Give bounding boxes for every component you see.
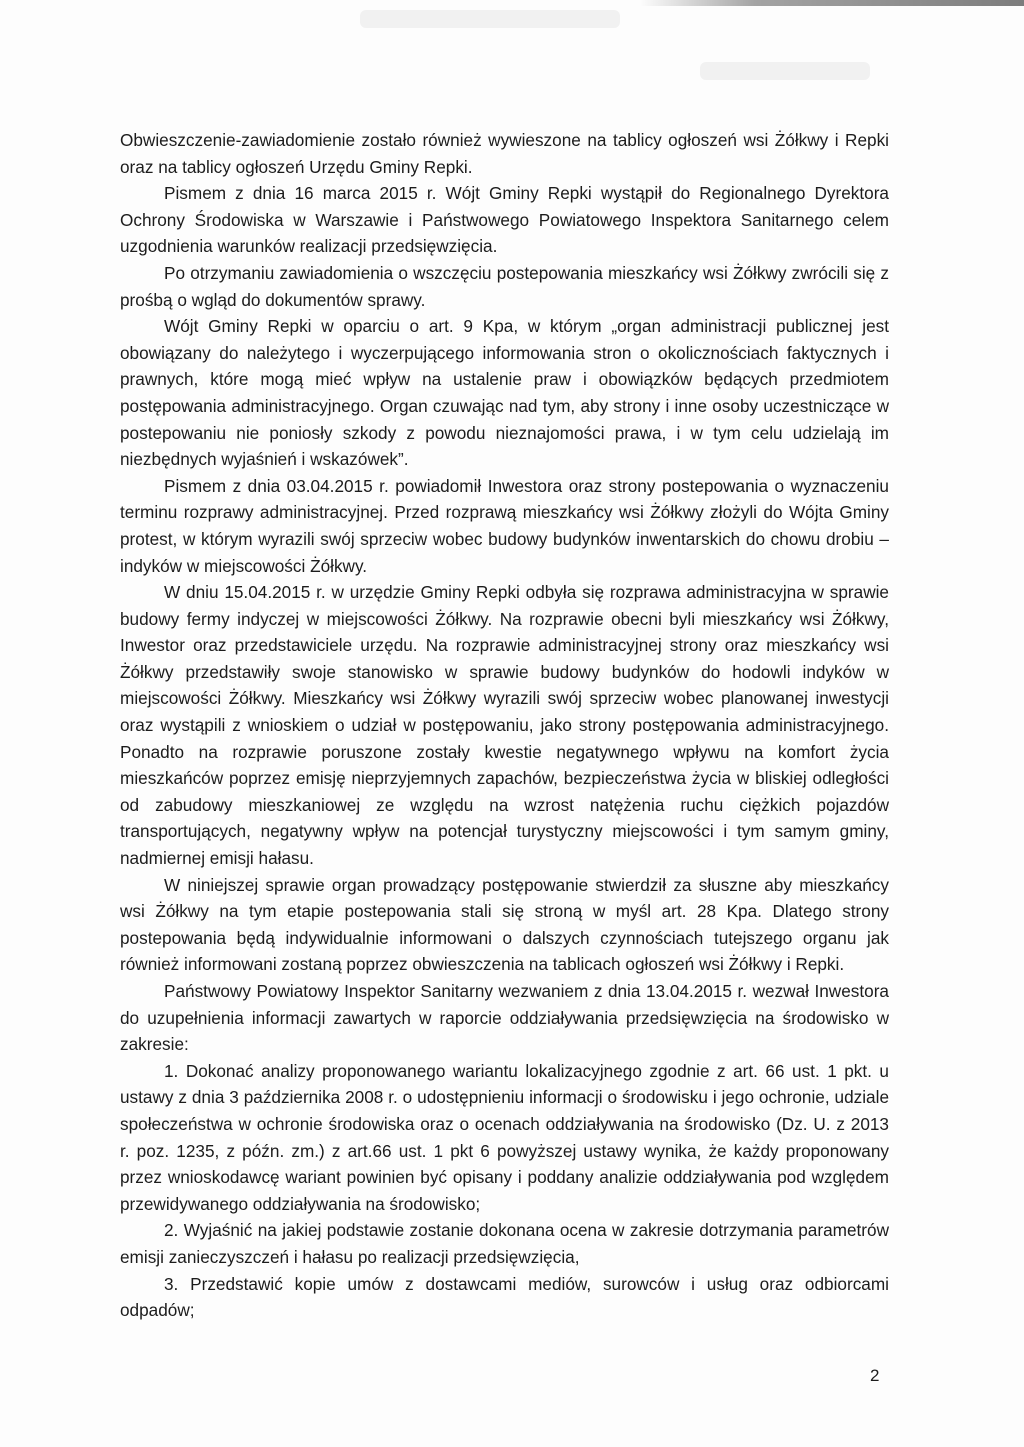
paragraph: Państwowy Powiatowy Inspektor Sanitarny wezwaniem z dnia 13.04.2015 r. wezwał Inwestora do uzupełnienia informacji zawartych w raporcie oddziaływania przedsięwzięcia na środowisko w zakresie: — [120, 981, 889, 1055]
list-item: 1. Dokonać analizy proponowanego wariantu lokalizacyjnego zgodnie z art. 66 ust. 1 pkt. u ustawy z dnia 3 października 2008 r. o udostępnieniu informacji o środowisku i jego ochronie, udziale społeczeństwa w ochronie środowiska oraz o ocenach oddziaływania na środowisko (Dz. U. z 2013 r. poz. 1235, z późn. zm.) z art.66 ust. 1 pkt 6 powyższej ustawy wynika, że każdy proponowany przez wnioskodawcę wariant powinien być opisany i poddany analizie oddziaływania pod względem przewidywanego oddziaływania na środowisko; — [120, 1060, 889, 1214]
paragraph: Pismem z dnia 16 marca 2015 r. Wójt Gminy Repki wystąpił do Regionalnego Dyrektora Ochrony Środowiska w Warszawie i Państwowego Powiatowego Inspektora Sanitarnego celem uzgodnienia warunków realizacji przedsięwzięcia. — [120, 183, 889, 257]
paragraph: Wójt Gminy Repki w oparciu o art. 9 Kpa, w którym „organ administracji publicznej jest obowiązany do należytego i wyczerpującego informowania stron o okolicznościach faktycznych i prawnych, które mogą mieć wpływ na ustalenie praw i obowiązków będących przedmiotem postępowania administracyjnego. Organ czuwając nad tym, aby strony i inne osoby uczestniczące w postepowaniu nie poniosły szkody z powodu nieznajomości prawa, i w tym celu udzielają im niezbędnych wyjaśnień i wskazówek”. — [120, 316, 889, 470]
bleed-through-mark — [360, 10, 620, 28]
bleed-through-mark — [700, 62, 870, 80]
paragraph: Po otrzymaniu zawiadomienia o wszczęciu postepowania mieszkańcy wsi Żółkwy zwrócili się z prośbą o wgląd do dokumentów sprawy. — [120, 262, 889, 310]
paragraph: Obwieszczenie-zawiadomienie zostało również wywieszone na tablicy ogłoszeń wsi Żółkwy i Repki oraz na tablicy ogłoszeń Urzędu Gminy Repki. — [120, 130, 889, 177]
page-number: 2 — [870, 1366, 880, 1385]
document-body — [120, 127, 889, 1324]
scan-edge-shadow — [640, 0, 1024, 6]
list-item: 3. Przedstawić kopie umów z dostawcami mediów, surowców i usług oraz odbiorcami odpadów; — [120, 1273, 889, 1321]
paragraph: Pismem z dnia 03.04.2015 r. powiadomił Inwestora oraz strony postepowania o wyznaczeniu terminu rozprawy administracyjnej. Przed rozprawą mieszkańcy wsi Żółkwy złożyli do Wójta Gminy protest, w którym wyrazili swój sprzeciw wobec budowy budynków inwentarskich do chowu drobiu – indyków w miejscowości Żółkwy. — [120, 475, 889, 576]
paragraph: W dniu 15.04.2015 r. w urzędzie Gminy Repki odbyła się rozprawa administracyjna w sprawie budowy fermy indyczej w miejscowości Żółkwy. Na rozprawie obecni byli mieszkańcy wsi Żółkwy, Inwestor oraz przedstawiciele urzędu. Na rozprawie administracyjnej strony oraz mieszkańcy wsi Żółkwy przedstawiły swoje stanowisko w sprawie budowy budynków do hodowli indyków w miejscowości Żółkwy. Mieszkańcy wsi Żółkwy wyrazili swój sprzeciw wobec planowanej inwestycji oraz wystąpili z wnioskiem o udział w postępowaniu, jako strony postępowania administracyjnego. Ponadto na rozprawie poruszone zostały kwestie negatywnego wpływu na komfort życia mieszkańców poprzez emisję nieprzyjemnych zapachów, bezpieczeństwa życia w bliskiej odległości od zabudowy mieszkaniowej ze względu na wzrost natężenia ruchu ciężkich pojazdów transportujących, negatywny wpływ na potencjał turystyczny miejscowości i tym samym gminy, nadmiernej emisji hałasu. — [120, 582, 889, 869]
list-item: 2. Wyjaśnić na jakiej podstawie zostanie dokonana ocena w zakresie dotrzymania parametrów emisji zanieczyszczeń i hałasu po realizacji przedsięwzięcia, — [120, 1220, 889, 1267]
paragraph: W niniejszej sprawie organ prowadzący postępowanie stwierdził za słuszne aby mieszkańcy wsi Żółkwy na tym etapie postepowania stali się stroną w myśl art. 28 Kpa. Dlatego strony postepowania będą indywidualnie informowani o dalszych czynnościach tutejszego organu jak również informowani zostaną poprzez obwieszczenia na tablicach ogłoszeń wsi Żółkwy i Repki. — [120, 874, 889, 975]
